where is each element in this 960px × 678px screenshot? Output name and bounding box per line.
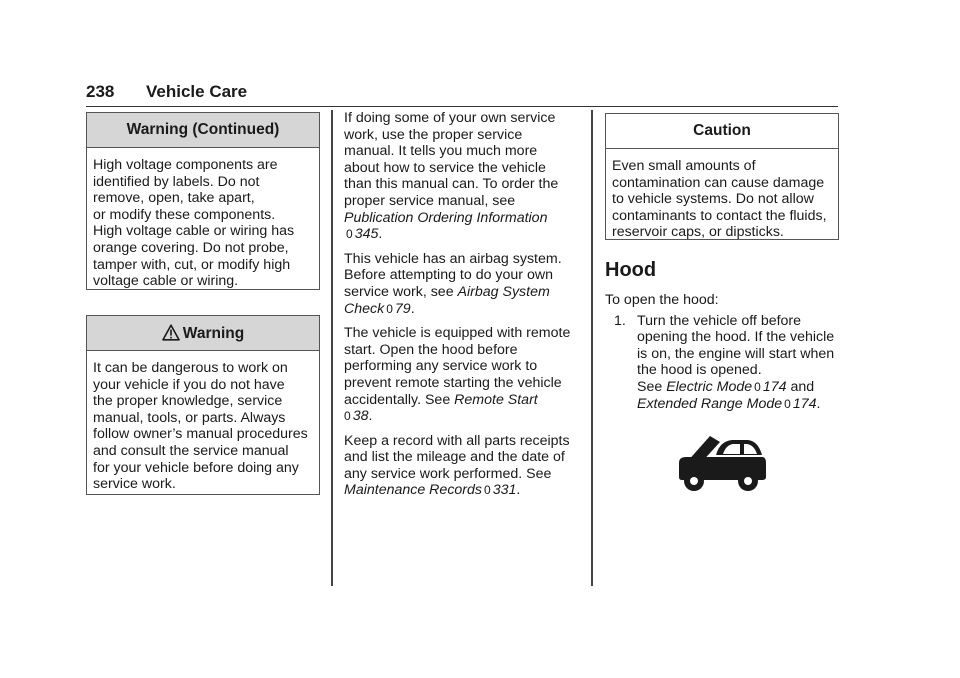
warning-continued-title: Warning (Continued) bbox=[87, 113, 319, 148]
caution-box bbox=[605, 113, 839, 240]
text-line: Before attempting to do your own bbox=[344, 267, 553, 284]
warning-header bbox=[87, 316, 319, 351]
text-line: for your vehicle before doing any bbox=[93, 459, 299, 476]
page-ref-icon: 0 bbox=[346, 227, 353, 242]
text-line: orange covering. Do not probe, bbox=[93, 239, 289, 256]
text-line: This vehicle has an airbag system. bbox=[344, 250, 562, 267]
middle-column bbox=[344, 110, 582, 507]
text-line: identified by labels. Do not bbox=[93, 173, 260, 190]
text-line: about how to service the vehicle bbox=[344, 159, 546, 176]
text-fragment: accidentally. See bbox=[344, 391, 455, 408]
punctuation: . bbox=[368, 408, 373, 425]
extended-range-mode-link[interactable]: Extended Range Mode bbox=[637, 395, 783, 412]
warning-continued-box bbox=[86, 112, 320, 290]
remote-start-link[interactable]: Remote Start bbox=[454, 391, 538, 408]
hood-section bbox=[605, 258, 845, 412]
caution-title: Caution bbox=[606, 114, 838, 149]
punctuation: . bbox=[516, 482, 521, 499]
hood-intro: To open the hood: bbox=[605, 292, 719, 308]
column-divider-right bbox=[591, 110, 593, 586]
airbag-paragraph bbox=[344, 251, 582, 317]
service-manual-paragraph bbox=[344, 110, 582, 243]
text-fragment: service work, see bbox=[344, 283, 458, 300]
caution-body bbox=[606, 149, 838, 241]
text-line: performing any service work to bbox=[344, 358, 538, 375]
records-paragraph bbox=[344, 433, 582, 499]
remote-start-paragraph bbox=[344, 325, 582, 425]
airbag-system-link[interactable]: Airbag System bbox=[457, 283, 550, 300]
text-line: start. Open the hood before bbox=[344, 341, 518, 358]
text-line: contaminants to contact the fluids, bbox=[612, 207, 827, 224]
text-line: opening the hood. If the vehicle bbox=[637, 329, 835, 346]
text-line: manual. It tells you much more bbox=[344, 143, 538, 160]
text-line: Even small amounts of bbox=[612, 158, 756, 174]
warning-title: Warning bbox=[182, 325, 245, 342]
page-ref-number[interactable]: 38 bbox=[352, 408, 369, 425]
text-line: service work. bbox=[93, 476, 176, 493]
text-line: any service work performed. See bbox=[344, 465, 552, 482]
page-number: 238 bbox=[86, 82, 115, 101]
warning-body bbox=[87, 351, 319, 493]
page-ref-icon: 0 bbox=[386, 301, 393, 316]
punctuation: . bbox=[378, 226, 383, 243]
column-divider-left bbox=[331, 110, 333, 586]
text-line: If doing some of your own service bbox=[344, 110, 556, 126]
page-ref-icon: 0 bbox=[344, 409, 351, 424]
page-ref-icon: 0 bbox=[484, 483, 491, 498]
text-line: work, use the proper service bbox=[344, 126, 523, 143]
publication-ordering-link[interactable]: Publication Ordering Information bbox=[344, 209, 548, 226]
text-line: manual, tools, or parts. Always bbox=[93, 409, 286, 426]
text-line: is on, the engine will start when bbox=[637, 345, 835, 362]
text-line: High voltage components are bbox=[93, 157, 278, 173]
text-line: High voltage cable or wiring has bbox=[93, 223, 295, 240]
hood-open-car-icon bbox=[676, 433, 768, 493]
text-fragment: and bbox=[786, 378, 815, 395]
warning-box bbox=[86, 315, 320, 495]
hood-step-1 bbox=[605, 313, 845, 413]
section-title: Vehicle Care bbox=[146, 82, 248, 101]
text-line: and consult the service manual bbox=[93, 442, 289, 459]
page-header bbox=[86, 82, 838, 107]
text-line: contamination can cause damage bbox=[612, 174, 825, 191]
page-ref-icon: 0 bbox=[784, 396, 791, 411]
text-line: follow owner’s manual procedures bbox=[93, 426, 308, 443]
airbag-check-link[interactable]: Check bbox=[344, 300, 385, 317]
hood-heading: Hood bbox=[605, 259, 657, 281]
text-line: Keep a record with all parts receipts bbox=[344, 432, 570, 449]
warning-triangle-icon bbox=[162, 324, 180, 341]
text-fragment: See bbox=[637, 378, 667, 395]
text-line: the hood is opened. bbox=[637, 362, 762, 379]
text-line: and list the mileage and the date of bbox=[344, 449, 565, 466]
text-line: remove, open, take apart, bbox=[93, 190, 255, 207]
punctuation: . bbox=[816, 395, 821, 412]
text-line: than this manual can. To order the bbox=[344, 176, 559, 193]
punctuation: . bbox=[410, 300, 415, 317]
text-line: your vehicle if you do not have bbox=[93, 376, 285, 393]
page-ref-number[interactable]: 79 bbox=[394, 300, 411, 317]
text-line: tamper with, cut, or modify high bbox=[93, 256, 291, 273]
electric-mode-link[interactable]: Electric Mode bbox=[666, 378, 753, 395]
text-line: voltage cable or wiring. bbox=[93, 273, 239, 290]
text-line: proper service manual, see bbox=[344, 192, 516, 209]
step-number: 1. bbox=[614, 312, 626, 329]
page-ref-number[interactable]: 174 bbox=[762, 378, 787, 395]
warning-continued-body bbox=[87, 148, 319, 290]
page-ref-icon: 0 bbox=[754, 379, 761, 394]
page-ref-number[interactable]: 345 bbox=[354, 226, 379, 243]
text-line: reservoir caps, or dipsticks. bbox=[612, 224, 784, 241]
page-ref-number[interactable]: 331 bbox=[492, 482, 517, 499]
text-line: prevent remote starting the vehicle bbox=[344, 374, 562, 391]
page-ref-number[interactable]: 174 bbox=[792, 395, 817, 412]
text-line: Turn the vehicle off before bbox=[637, 312, 802, 329]
text-line: to vehicle systems. Do not allow bbox=[612, 191, 814, 208]
maintenance-records-link[interactable]: Maintenance Records bbox=[344, 482, 483, 499]
text-line: The vehicle is equipped with remote bbox=[344, 325, 571, 342]
text-line: It can be dangerous to work on bbox=[93, 360, 288, 376]
text-line: the proper knowledge, service bbox=[93, 393, 283, 410]
text-line: or modify these components. bbox=[93, 206, 276, 223]
